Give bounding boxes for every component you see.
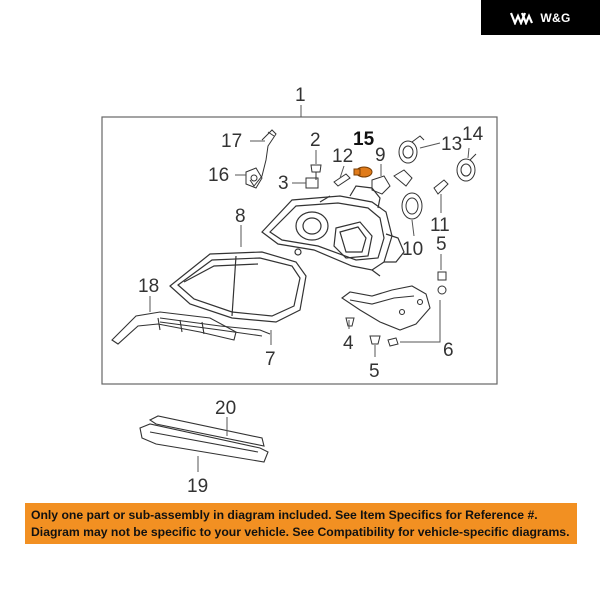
callout-3: 3: [278, 173, 289, 194]
screws-part-6: [388, 338, 398, 346]
clip-part-5b: [370, 336, 380, 344]
headlamp-lens: [170, 252, 306, 322]
callout-5-top: 5: [436, 234, 447, 255]
callout-20: 20: [215, 398, 237, 419]
brand-name: W&G: [540, 10, 571, 25]
lower-trim-part-20: [150, 416, 264, 446]
callout-19: 19: [187, 476, 209, 497]
socket-part-13: [399, 136, 424, 163]
trim-strip: [112, 312, 236, 344]
callout-10: 10: [402, 239, 424, 260]
callout-15-highlighted: 15: [353, 129, 375, 150]
disclaimer-line-1: Only one part or sub-assembly in diagram included. See Item Specifics for Reference #.: [31, 508, 538, 522]
washer-part-5: [438, 286, 446, 294]
callout-4: 4: [343, 333, 354, 354]
callout-6: 6: [443, 340, 454, 361]
socket-part-11b: [434, 180, 448, 194]
socket-part-11a: [394, 170, 412, 186]
callout-5-bottom: 5: [369, 361, 380, 382]
bulb-part-14: [457, 154, 476, 181]
callout-14: 14: [462, 124, 484, 145]
callout-16: 16: [208, 165, 230, 186]
clip-part-4: [346, 318, 354, 326]
disclaimer-line-2: Diagram may not be specific to your vehicle. See Compatibility for vehicle-specific diagrams.: [31, 524, 570, 539]
bulb-part-9: [372, 176, 390, 194]
socket-part-12: [334, 174, 350, 186]
mounting-bracket: [342, 286, 430, 330]
callout-17: 17: [221, 131, 243, 152]
bulb-part-15: [354, 167, 372, 177]
callout-9: 9: [375, 145, 386, 166]
callout-1: 1: [295, 85, 306, 106]
bracket-part-17: [250, 130, 276, 186]
callout-12: 12: [332, 146, 354, 167]
callout-11: 11: [430, 215, 450, 236]
cover-part-10: [402, 193, 422, 219]
nut-part-5a: [438, 272, 446, 280]
callout-13: 13: [441, 134, 463, 155]
callout-2: 2: [310, 130, 321, 151]
callout-8: 8: [235, 206, 246, 227]
callout-7: 7: [265, 349, 276, 370]
headlamp-housing: [262, 186, 404, 276]
adjuster-part-16: [246, 168, 262, 188]
callout-18: 18: [138, 276, 160, 297]
disclaimer-banner: [25, 503, 577, 544]
